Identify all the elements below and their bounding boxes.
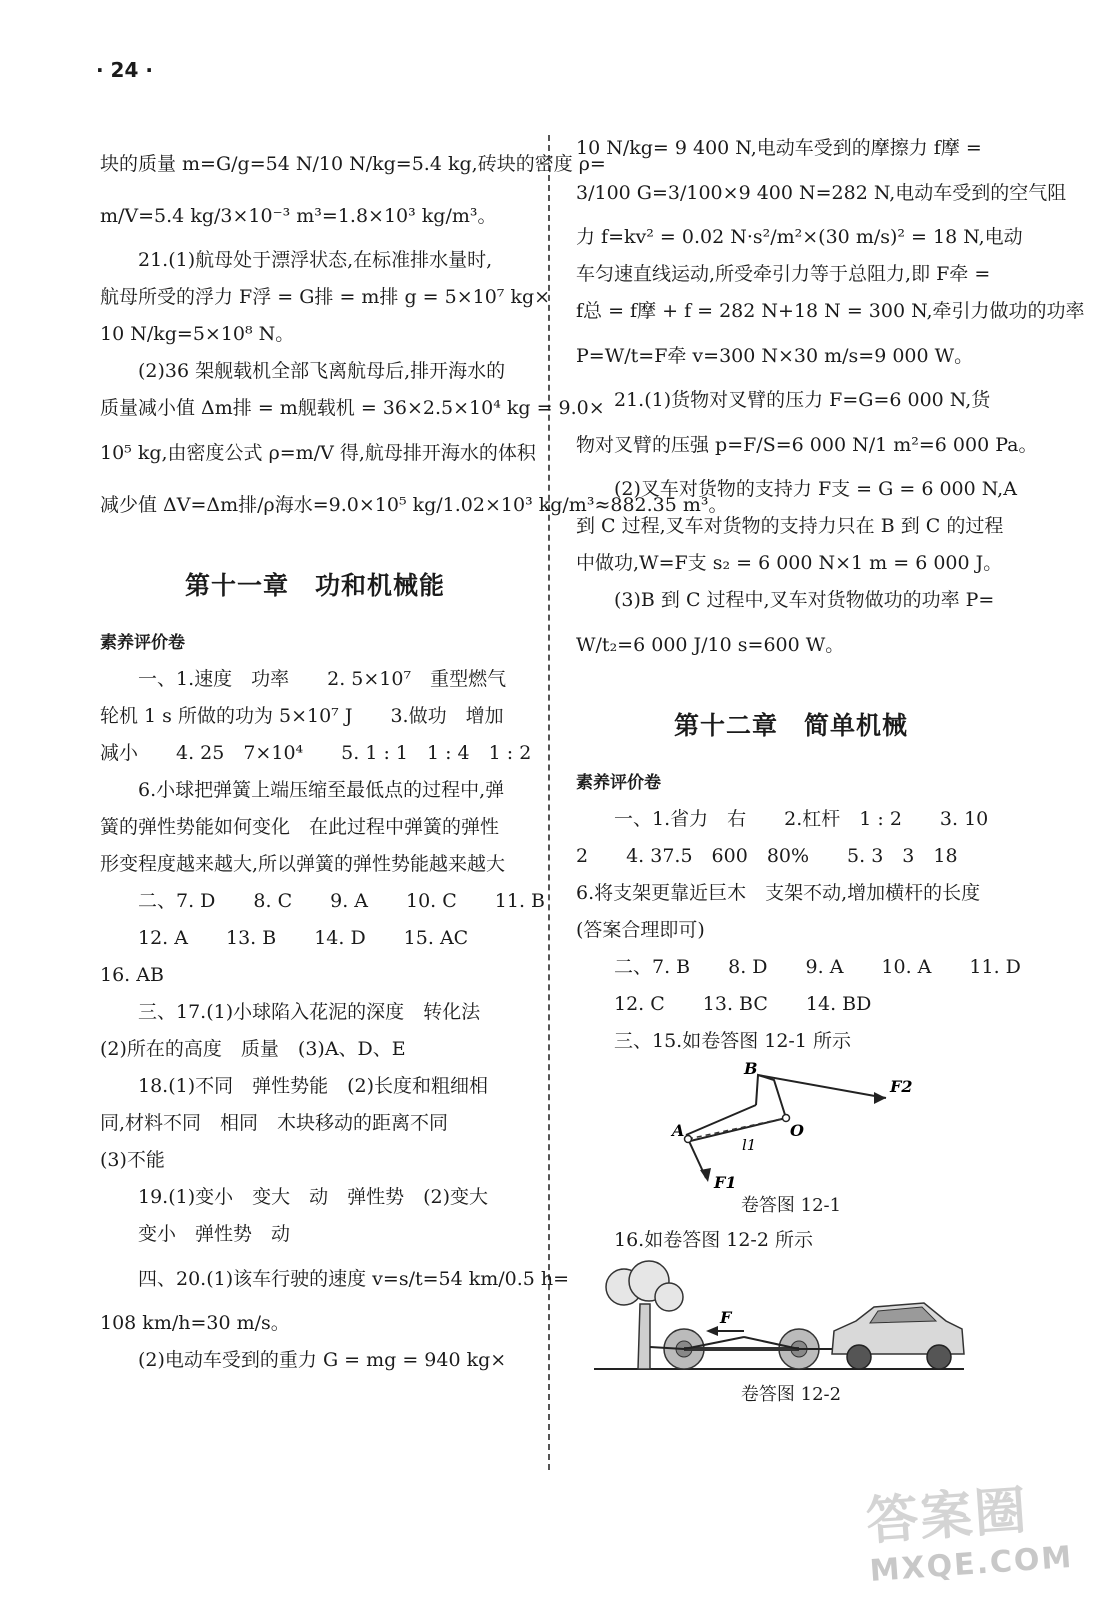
chapter-title: 第十二章 简单机械 — [673, 711, 908, 740]
label-b: B — [744, 1060, 758, 1078]
section-title: 素养评价卷 — [100, 633, 185, 653]
answer-line: (答案合理即可) — [576, 919, 705, 941]
answer-line: 变小 弹性势 动 — [138, 1223, 291, 1245]
answer-line: 同,材料不同 相同 木块移动的距离不同 — [100, 1112, 449, 1134]
answer-line: 6.小球把弹簧上端压缩至最低点的过程中,弹 — [138, 779, 505, 801]
label-o: O — [790, 1121, 804, 1140]
text-line: 3/100 G=3/100×9 400 N=282 N,电动车受到的空气阻 — [576, 182, 1067, 204]
answer-line: 19.(1)变小 变大 动 弹性势 (2)变大 — [138, 1186, 489, 1208]
lever-diagram — [646, 1060, 926, 1190]
answer-line: 12. A 13. B 14. D 15. AC — [138, 927, 469, 949]
text-line: (2)叉车对货物的支持力 F支 = G = 6 000 N,A — [614, 478, 1017, 500]
answer-line: 三、17.(1)小球陷入花泥的深度 转化法 — [138, 1001, 481, 1023]
label-f1: F1 — [714, 1173, 737, 1190]
text-line: P=W/t=F牵 v=300 N×30 m/s=9 000 W。 — [576, 345, 974, 367]
answer-line: 轮机 1 s 所做的功为 5×10⁷ J 3.做功 增加 — [100, 705, 504, 727]
text-line: 10 N/kg=5×10⁸ N。 — [100, 323, 295, 345]
answer-line: 16. AB — [100, 964, 164, 986]
chapter-title: 第十一章 功和机械能 — [184, 571, 445, 600]
figure-caption: 卷答图 12-1 — [740, 1195, 842, 1216]
answer-line: 二、7. B 8. D 9. A 10. A 11. D — [614, 956, 1021, 978]
label-f: F — [720, 1308, 732, 1327]
text-line: 减少值 ΔV=Δm排/ρ海水=9.0×10⁵ kg/1.02×10³ kg/m³≈882.35 m³。 — [100, 494, 728, 516]
text-line: 10⁵ kg,由密度公式 ρ=m/V 得,航母排开海水的体积 — [100, 442, 536, 464]
answer-line: 16.如卷答图 12-2 所示 — [614, 1229, 813, 1251]
text-line: 物对叉臂的压强 p=F/S=6 000 N/1 m²=6 000 Pa。 — [576, 434, 1038, 456]
text-line: f总 = f摩 + f = 282 N+18 N = 300 N,牵引力做功的功率 — [576, 300, 1085, 322]
answer-line: 二、7. D 8. C 9. A 10. C 11. B — [138, 890, 546, 912]
text-line: 块的质量 m=G/g=54 N/10 N/kg=5.4 kg,砖块的密度 ρ= — [100, 153, 606, 175]
tree-car-diagram — [594, 1259, 974, 1379]
answer-line: 108 km/h=30 m/s。 — [100, 1312, 290, 1334]
answer-line: 2 4. 37.5 600 80% 5. 3 3 18 — [576, 845, 958, 867]
label-l1: l1 — [742, 1136, 757, 1154]
page-number: · 24 · — [96, 58, 153, 82]
text-line: W/t₂=6 000 J/10 s=600 W。 — [576, 634, 845, 656]
text-line: m/V=5.4 kg/3×10⁻³ m³=1.8×10³ kg/m³。 — [100, 205, 497, 227]
answer-line: 12. C 13. BC 14. BD — [614, 993, 872, 1015]
text-line: 中做功,W=F支 s₂ = 6 000 N×1 m = 6 000 J。 — [576, 552, 1003, 574]
watermark-url: MXQE.COM — [868, 1539, 1075, 1589]
answer-line: 一、1.速度 功率 2. 5×10⁷ 重型燃气 — [138, 668, 507, 690]
answer-line: 三、15.如卷答图 12-1 所示 — [614, 1030, 851, 1052]
text-line: (2)36 架舰载机全部飞离航母后,排开海水的 — [138, 360, 506, 382]
answer-line: 簧的弹性势能如何变化 在此过程中弹簧的弹性 — [100, 816, 500, 838]
answer-line: (2)电动车受到的重力 G = mg = 940 kg× — [138, 1349, 507, 1371]
text-line: (3)B 到 C 过程中,叉车对货物做功的功率 P= — [614, 589, 995, 611]
figure-caption: 卷答图 12-2 — [740, 1384, 842, 1405]
text-line: 质量减小值 Δm排 = m舰载机 = 36×2.5×10⁴ kg = 9.0× — [100, 397, 605, 419]
answer-line: (2)所在的高度 质量 (3)A、D、E — [100, 1038, 406, 1060]
answer-line: 18.(1)不同 弹性势能 (2)长度和粗细相 — [138, 1075, 489, 1097]
text-line: 车匀速直线运动,所受牵引力等于总阻力,即 F牵 = — [576, 263, 991, 285]
answer-line: 四、20.(1)该车行驶的速度 v=s/t=54 km/0.5 h= — [138, 1268, 570, 1290]
text-line: 到 C 过程,叉车对货物的支持力只在 B 到 C 的过程 — [576, 515, 1004, 537]
label-a: A — [672, 1121, 685, 1140]
text-line: 21.(1)货物对叉臂的压力 F=G=6 000 N,货 — [614, 389, 991, 411]
label-f2: F2 — [890, 1077, 913, 1096]
text-line: 航母所受的浮力 F浮 = G排 = m排 g = 5×10⁷ kg× — [100, 286, 551, 308]
watermark — [864, 1465, 1075, 1589]
answer-line: 6.将支架更靠近巨木 支架不动,增加横杆的长度 — [576, 882, 981, 904]
answer-line: 一、1.省力 右 2.杠杆 1 : 2 3. 10 — [614, 808, 989, 830]
watermark-logo-text: 答案圈 — [864, 1480, 1031, 1553]
right-column — [576, 130, 1085, 1411]
text-line: 21.(1)航母处于漂浮状态,在标准排水量时, — [138, 249, 493, 271]
text-line: 10 N/kg= 9 400 N,电动车受到的摩擦力 f摩 = — [576, 137, 982, 159]
section-title: 素养评价卷 — [576, 773, 661, 793]
text-line: 力 f=kv² = 0.02 N·s²/m²×(30 m/s)² = 18 N,电动 — [576, 226, 1023, 248]
answer-line: 形变程度越来越大,所以弹簧的弹性势能越来越大 — [100, 853, 506, 875]
answer-line: (3)不能 — [100, 1149, 165, 1171]
answer-line: 减小 4. 25 7×10⁴ 5. 1 : 1 1 : 4 1 : 2 — [100, 742, 532, 764]
